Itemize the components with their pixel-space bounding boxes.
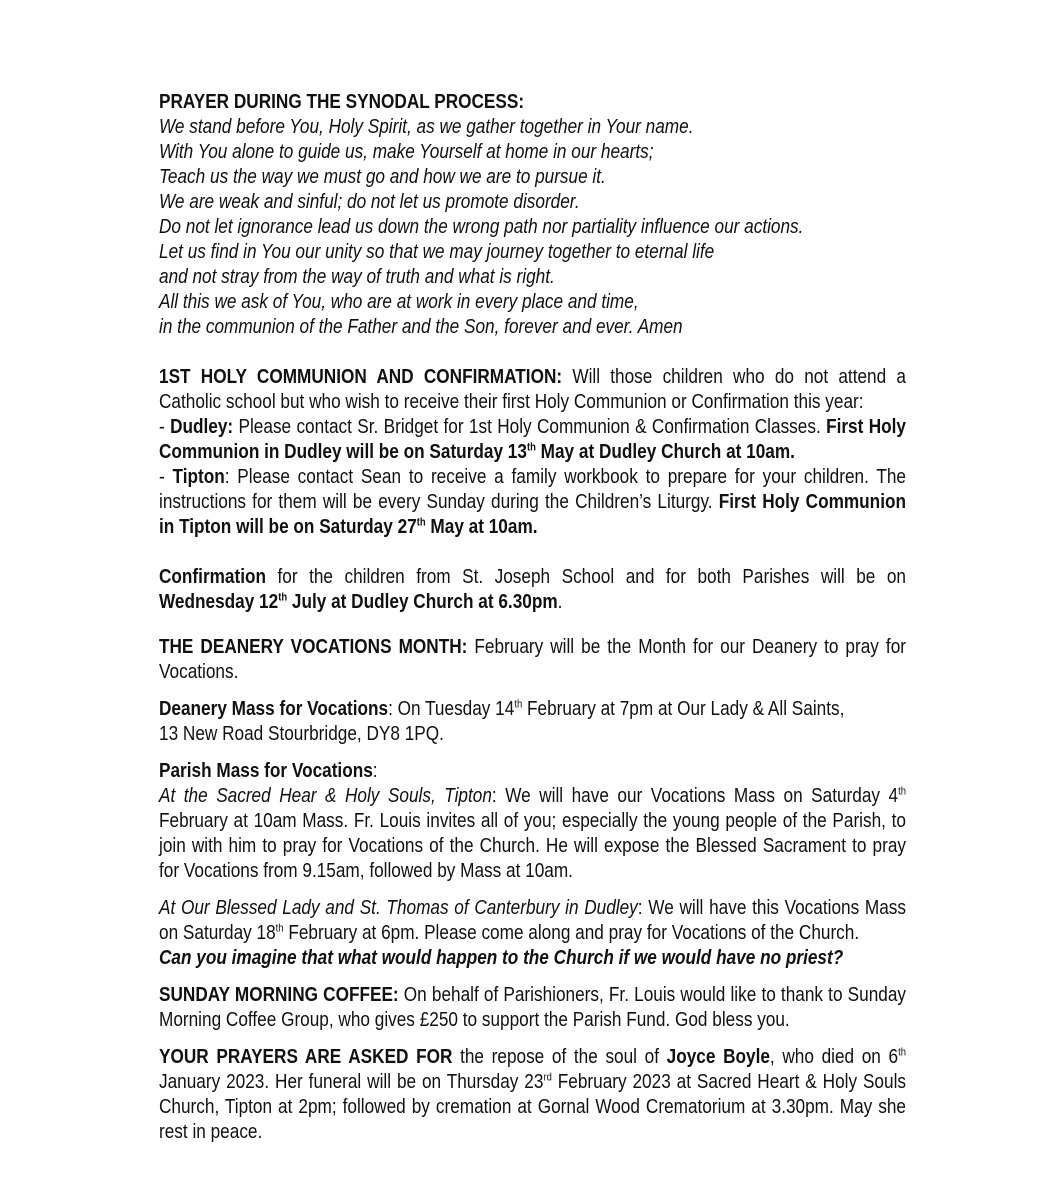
prayer-line: and not stray from the way of truth and what is right. xyxy=(159,266,555,288)
prayers-asked-heading: YOUR PRAYERS ARE ASKED FOR xyxy=(159,1046,453,1068)
prayers-asked-text-c: January 2023. Her funeral will be on Thursday 23 xyxy=(159,1071,544,1093)
ordinal-sup: th xyxy=(526,441,536,454)
ordinal-sup: th xyxy=(514,698,523,711)
ordinal-sup: th xyxy=(275,922,284,935)
communion-intro xyxy=(159,365,906,415)
dudley-date-b: May at Dudley Church at 10am. xyxy=(535,441,795,463)
vocations-month-paragraph xyxy=(159,635,906,685)
confirmation-label: Confirmation xyxy=(159,566,267,588)
prayer-section xyxy=(159,90,906,340)
ordinal-sup: th xyxy=(898,1046,907,1059)
parish-mass-heading-line xyxy=(159,759,906,784)
ordinal-sup: th xyxy=(278,591,288,604)
tipton-place: At the Sacred Hear & Holy Souls, Tipton xyxy=(159,785,492,807)
dudley-place: At Our Blessed Lady and St. Thomas of Canterbury in Dudley xyxy=(159,897,638,919)
tipton-label: Tipton xyxy=(172,466,225,488)
prayer-line: We are weak and sinful; do not let us promote disorder. xyxy=(159,191,580,213)
deceased-name: Joyce Boyle xyxy=(666,1046,770,1068)
prayer-line: Do not let ignorance lead us down the wrong path nor partiality influence our actions. xyxy=(159,216,804,238)
deanery-mass-text-b: February at 7pm at Our Lady & All Saints, xyxy=(522,698,845,720)
parish-mass-tipton xyxy=(159,784,906,884)
vocations-month-text: February will be the Month for our Deanery to pray for Vocations. xyxy=(159,636,906,683)
ordinal-sup: th xyxy=(416,516,426,529)
prayer-line: in the communion of the Father and the Son, forever and ever. Amen xyxy=(159,316,683,338)
ordinal-sup: rd xyxy=(543,1071,552,1084)
vocations-question: Can you imagine that what would happen to the Church if we would have no priest? xyxy=(159,947,844,969)
communion-intro-text: Will those children who do not attend a Catholic school but who wish to receive their first Holy Communion or Confirmation this year: xyxy=(159,366,906,413)
dudley-date-a: First Holy Communion in Dudley will be on Saturday 13 xyxy=(159,416,906,463)
prayer-line: We stand before You, Holy Spirit, as we gather together in Your name. xyxy=(159,116,694,138)
confirmation-date-b: July at Dudley Church at 6.30pm xyxy=(287,591,558,613)
tipton-mass-text-b: February at 10am Mass. Fr. Louis invites all of you; especially the young people of the Parish, to join with him to pray for Vocations of the Church. He will expose the Blessed Sacrament to pray for Vocations from 9.15am, followed by Mass at 10am. xyxy=(159,810,906,882)
dudley-label: Dudley: xyxy=(170,416,234,438)
dash: - xyxy=(159,416,171,438)
deanery-mass-address: 13 New Road Stourbridge, DY8 1PQ. xyxy=(159,723,444,745)
deanery-mass-text-a: : On Tuesday 14 xyxy=(388,698,515,720)
newsletter-page xyxy=(159,90,906,1145)
dudley-text: Please contact Sr. Bridget for 1st Holy Communion & Confirmation Classes. xyxy=(233,416,827,438)
vocations-month-heading: THE DEANERY VOCATIONS MONTH: xyxy=(159,636,468,658)
tipton-text: : Please contact Sean to receive a family workbook to prepare for your children. The instructions for them will be every Sunday during the Children’s Liturgy. xyxy=(159,466,906,513)
prayers-asked-text-d: February 2023 at Sacred Heart & Holy Souls Church, Tipton at 2pm; followed by cremation at Gornal Wood Crematorium at 3.30pm. May she rest in peace. xyxy=(159,1071,906,1143)
coffee-text: On behalf of Parishioners, Fr. Louis would like to thank to Sunday Morning Coffee Group, who gives £250 to support the Parish Fund. God bless you. xyxy=(159,984,906,1031)
prayers-asked-paragraph xyxy=(159,1045,906,1145)
prayer-line: Teach us the way we must go and how we are to pursue it. xyxy=(159,166,606,188)
prayers-asked-text-b: , who died on 6 xyxy=(769,1046,899,1068)
prayers-asked-text-a: the repose of the soul of xyxy=(452,1046,667,1068)
communion-dudley xyxy=(159,415,906,465)
dudley-mass-text-b: February at 6pm. Please come along and pray for Vocations of the Church. xyxy=(283,922,860,944)
confirmation-text: for the children from St. Joseph School and for both Parishes will be on xyxy=(266,566,906,588)
deanery-mass-paragraph xyxy=(159,697,906,747)
dudley-mass-text-a: : We will have this Vocations Mass on Saturday 18 xyxy=(159,897,906,944)
ordinal-sup: th xyxy=(898,785,906,798)
prayer-line: With You alone to guide us, make Yourself at home in our hearts; xyxy=(159,141,654,163)
prayer-heading: PRAYER DURING THE SYNODAL PROCESS: xyxy=(159,91,525,113)
prayer-lines xyxy=(159,115,906,340)
parish-mass-label: Parish Mass for Vocations xyxy=(159,760,373,782)
period: . xyxy=(557,591,563,613)
coffee-paragraph xyxy=(159,983,906,1033)
coffee-heading: SUNDAY MORNING COFFEE: xyxy=(159,984,399,1006)
confirmation-date-a: Wednesday 12 xyxy=(159,591,279,613)
parish-mass-dudley xyxy=(159,896,906,946)
prayer-line: Let us find in You our unity so that we may journey together to eternal life xyxy=(159,241,715,263)
prayer-line: All this we ask of You, who are at work in every place and time, xyxy=(159,291,639,313)
confirmation-paragraph xyxy=(159,565,906,615)
tipton-date-b: May at 10am. xyxy=(425,516,538,538)
dash: - xyxy=(159,466,173,488)
communion-tipton xyxy=(159,465,906,540)
deanery-mass-label: Deanery Mass for Vocations xyxy=(159,698,389,720)
tipton-mass-text-a: : We will have our Vocations Mass on Saturday 4 xyxy=(491,785,899,807)
communion-heading: 1ST HOLY COMMUNION AND CONFIRMATION: xyxy=(159,366,563,388)
tipton-date-a: First Holy Communion in Tipton will be on Saturday 27 xyxy=(159,491,906,538)
colon: : xyxy=(372,760,378,782)
